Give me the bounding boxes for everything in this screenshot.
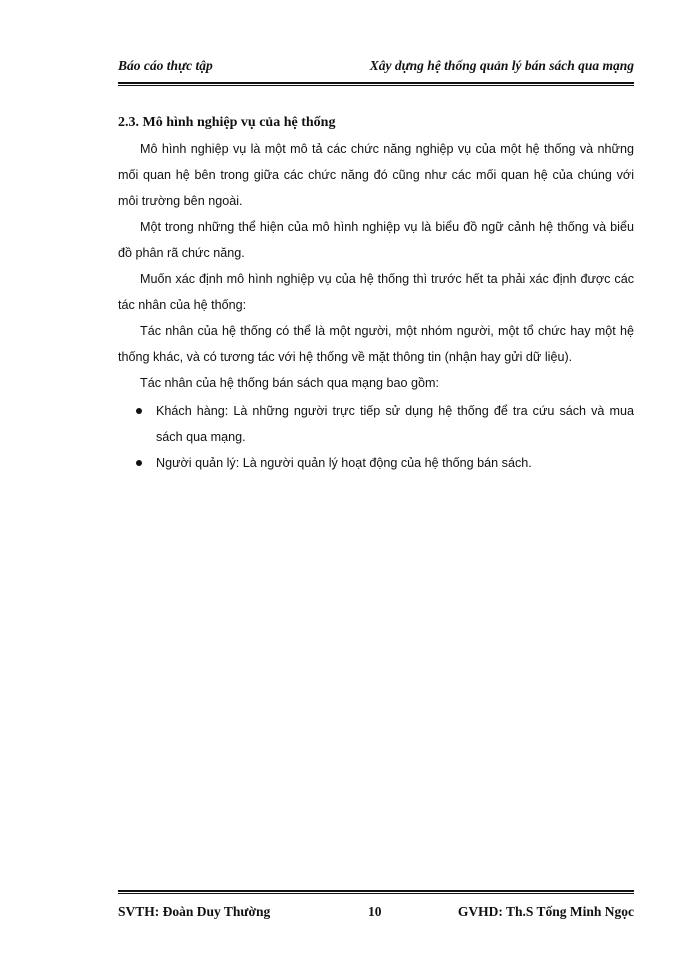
list-item: [118, 450, 634, 476]
paragraph-5: Tác nhân của hệ thống bán sách qua mạng bao gồm:: [140, 376, 439, 390]
bullet-icon: [136, 460, 142, 466]
page-footer: [118, 904, 634, 922]
page-header: [118, 58, 634, 76]
paragraph-1: Mô hình nghiệp vụ là một mô tả các chức năng nghiệp vụ của một hệ thống và những mối quan hệ bên trong giữa các chức năng đó cũng như các mối quan hệ của chúng với môi trường bên ngoài.: [118, 142, 634, 208]
header-left-title: Báo cáo thực tập: [118, 58, 213, 73]
page-content: [118, 112, 634, 476]
list-item-text: Người quản lý: Là người quản lý hoạt động của hệ thống bán sách.: [156, 456, 532, 470]
paragraph-4: Tác nhân của hệ thống có thể là một người, một nhóm người, một tổ chức hay một hệ thống khác, và có tương tác với hệ thống về mặt thông tin (nhận hay gửi dữ liệu).: [118, 324, 634, 364]
footer-student: SVTH: Đoàn Duy Thường: [118, 904, 271, 919]
actor-list: [118, 398, 634, 476]
paragraph-3: Muốn xác định mô hình nghiệp vụ của hệ thống thì trước hết ta phải xác định được các tác nhân của hệ thống:: [118, 272, 634, 312]
header-right-title: Xây dựng hệ thống quản lý bán sách qua mạng: [369, 58, 634, 73]
list-item: [118, 398, 634, 450]
section-title: 2.3. Mô hình nghiệp vụ của hệ thống: [118, 115, 336, 130]
footer-supervisor: GVHD: Th.S Tống Minh Ngọc: [457, 904, 634, 919]
paragraph-2: Một trong những thể hiện của mô hình nghiệp vụ là biểu đồ ngữ cảnh hệ thống và biểu đồ phân rã chức năng.: [118, 220, 634, 260]
page-number: 10: [368, 904, 382, 919]
list-item-text: Khách hàng: Là những người trực tiếp sử dụng hệ thống để tra cứu sách và mua sách qua mạng.: [156, 404, 634, 444]
header-rule: [118, 82, 634, 86]
bullet-icon: [136, 408, 142, 414]
footer-rule: [118, 890, 634, 894]
